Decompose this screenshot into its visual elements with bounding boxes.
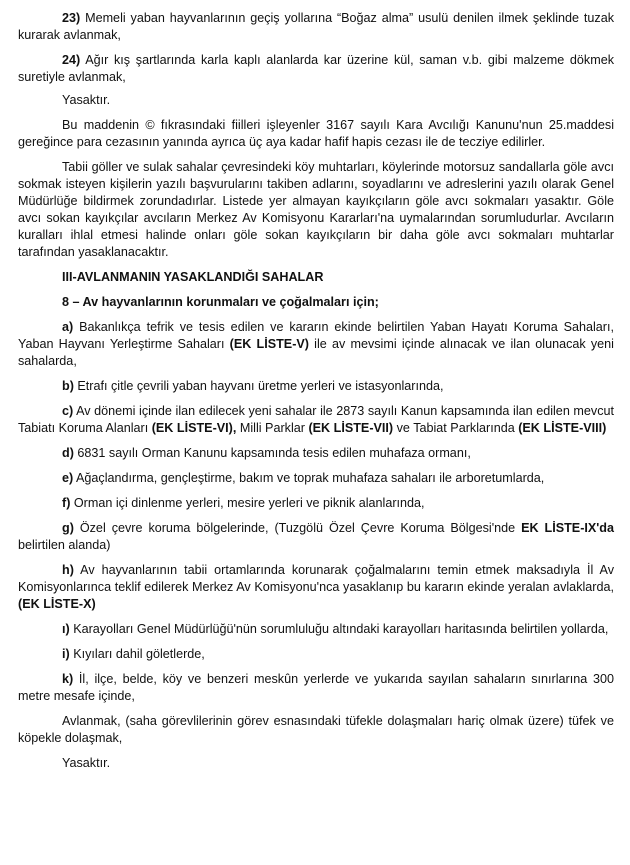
item-label: e) bbox=[62, 471, 74, 485]
item-label: g) bbox=[62, 521, 74, 535]
item-e bbox=[18, 470, 614, 487]
item-text: Milli Parklar bbox=[236, 421, 309, 435]
article-heading: 8 – Av hayvanlarının korunmaları ve çoğalmaları için; bbox=[62, 295, 379, 309]
annex-reference: EK LİSTE-IX'da bbox=[521, 521, 614, 535]
item-text: Özel çevre koruma bölgelerinde, (Tuzgölü Özel Çevre Koruma Bölgesi'nde bbox=[73, 521, 522, 535]
item-label: b) bbox=[62, 379, 74, 393]
annex-reference: (EK LİSTE-VIII) bbox=[518, 421, 607, 435]
lakes-paragraph: Tabii göller ve sulak sahalar çevresindeki köy muhtarları, köylerinde motorsuz sandallarla göle avcı sokmak isteyen kişilerin yazılı başvurularını takiben adlarını, soyadlarını ve adreslerini yazılı olarak Genel Müdürlüğe bildirmek zorundadırlar. Listede yer almayan kayıkçıların göle avcı sokmaları yasaktır. Göle avcı sokan kayıkçılar avcıların Merkez Av Komisyonu Kararları'na uymalarından sorumludurlar. Avcıların kuralları ihlal etmesi halinde onları göle sokan kayıkçıların bir daha göle avcı sokmaları muhtarlar tarafından yasaklanacaktır. bbox=[18, 160, 614, 259]
item-label: c) bbox=[62, 404, 74, 418]
item-dotless-i bbox=[18, 621, 614, 638]
document-page bbox=[18, 10, 614, 780]
item-text: Ağır kış şartlarında karla kaplı alanlarda kar üzerine kül, saman v.b. gibi malzeme dökmek suretiyle avlanmak, bbox=[18, 53, 614, 84]
prohibited-statement-1: Yasaktır. bbox=[62, 93, 111, 107]
annex-reference: (EK LİSTE-V) bbox=[229, 337, 309, 351]
item-label: ı) bbox=[62, 622, 70, 636]
item-label: h) bbox=[62, 563, 74, 577]
item-text: belirtilen alanda) bbox=[18, 538, 111, 552]
item-f bbox=[18, 495, 614, 512]
item-k bbox=[18, 671, 614, 705]
item-text: İl, ilçe, belde, köy ve benzeri meskûn yerlerde ve yukarıda sayılan sahaların sınırlarına 300 metre mesafe içinde, bbox=[18, 672, 614, 703]
item-text: Memeli yaban hayvanlarının geçiş yollarına “Boğaz alma” usulü denilen ilmek şeklinde tuzak kurarak avlanmak, bbox=[18, 11, 614, 42]
annex-reference: (EK LİSTE-X) bbox=[18, 597, 96, 611]
section-heading: III-AVLANMANIN YASAKLANDIĞI SAHALAR bbox=[62, 270, 324, 284]
item-c bbox=[18, 403, 614, 437]
penalty-paragraph: Bu maddenin © fıkrasındaki fiilleri işleyenler 3167 sayılı Kara Avcılığı Kanunu'nun 25.maddesi gereğince para cezasının yanında ayrıca üç aya kadar hafif hapis cezası ile de tecziye edilirler. bbox=[18, 118, 614, 149]
item-label: a) bbox=[62, 320, 74, 334]
item-i bbox=[18, 646, 614, 663]
item-text: Ağaçlandırma, gençleştirme, bakım ve toprak muhafaza sahaları ile arboretumlarda, bbox=[73, 471, 545, 485]
item-text: ve Tabiat Parklarında bbox=[393, 421, 519, 435]
prohibited-statement-2: Yasaktır. bbox=[62, 756, 111, 770]
annex-reference: (EK LİSTE-VII) bbox=[308, 421, 394, 435]
item-24 bbox=[18, 52, 614, 86]
item-label: d) bbox=[62, 446, 74, 460]
annex-reference: (EK LİSTE-VI), bbox=[151, 421, 237, 435]
item-g bbox=[18, 520, 614, 554]
item-text: Av hayvanlarının tabii ortamlarında korunarak çoğalmalarını temin etmek maksadıyla İl Av Komisyonlarınca teklif edilerek Merkez Av Komisyonu'nca yasaklanıp bu kararın ekinde yeralan avlaklarda, bbox=[18, 563, 614, 594]
item-text: 6831 sayılı Orman Kanunu kapsamında tesis edilen muhafaza ormanı, bbox=[73, 446, 471, 460]
item-text: Av dönemi içinde ilan edilecek yeni sahalar ile 2873 sayılı Kanun kapsamında ilan edilen mevcut Tabiatı Koruma Alanları bbox=[18, 404, 614, 435]
item-text: Etrafı çitle çevrili yaban hayvanı üretme yerleri ve istasyonlarında, bbox=[73, 379, 444, 393]
item-text: Kıyıları dahil göletlerde, bbox=[69, 647, 205, 661]
item-b bbox=[18, 378, 614, 395]
item-d bbox=[18, 445, 614, 462]
item-label: k) bbox=[62, 672, 74, 686]
hunting-walking-paragraph: Avlanmak, (saha görevlilerinin görev esnasındaki tüfekle dolaşmaları hariç olmak üzere) tüfek ve köpekle dolaşmak, bbox=[18, 714, 614, 745]
item-label: i) bbox=[62, 647, 70, 661]
item-text: Karayolları Genel Müdürlüğü'nün sorumluluğu altındaki karayolları haritasında belirtilen yollarda, bbox=[69, 622, 609, 636]
item-text: Bakanlıkça tefrik ve tesis edilen ve kararın ekinde belirtilen Yaban Hayatı Koruma Sahaları, Yaban Hayvanı Yerleştirme Sahaları bbox=[18, 320, 614, 351]
item-h bbox=[18, 562, 614, 613]
item-label: f) bbox=[62, 496, 71, 510]
item-text: Orman içi dinlenme yerleri, mesire yerleri ve piknik alanlarında, bbox=[70, 496, 425, 510]
item-text: ile av mevsimi içinde alınacak ve ilan olunacak yeni sahalarda, bbox=[18, 337, 614, 368]
item-23 bbox=[18, 10, 614, 44]
item-number: 23) bbox=[62, 11, 81, 25]
item-number: 24) bbox=[62, 53, 81, 67]
item-a bbox=[18, 319, 614, 370]
